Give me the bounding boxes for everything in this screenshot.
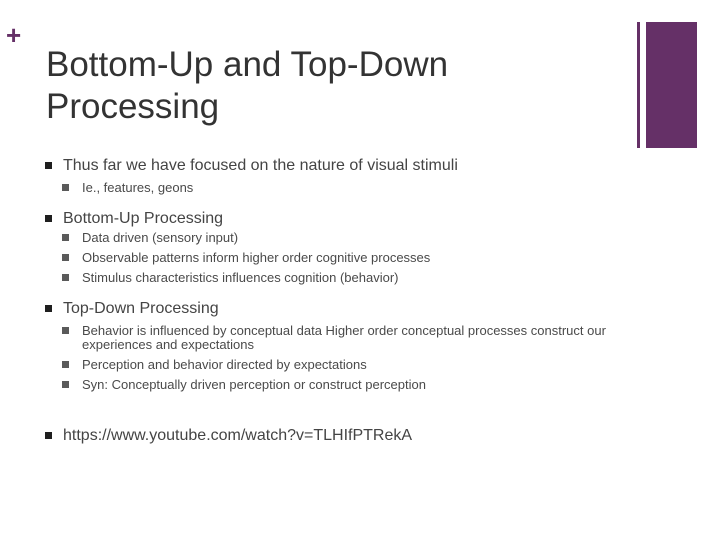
bullet-top-down: [43, 299, 623, 319]
bullet-bottom-up: [43, 209, 623, 229]
sub-bullet-text: Syn: Conceptually driven perception or construct perception: [82, 377, 426, 392]
bullet-text: Top-Down Processing: [63, 300, 219, 317]
square-bullet-icon: [45, 215, 52, 222]
square-bullet-icon: [62, 361, 69, 368]
sub-bullet: [43, 358, 623, 372]
square-bullet-icon: [62, 274, 69, 281]
square-bullet-icon: [62, 327, 69, 334]
accent-block: [646, 22, 697, 148]
square-bullet-icon: [45, 432, 52, 439]
bullet-video-link: [43, 426, 623, 446]
square-bullet-icon: [45, 162, 52, 169]
square-bullet-icon: [62, 234, 69, 241]
square-bullet-icon: [62, 254, 69, 261]
slide-title: Bottom-Up and Top-Down Processing: [46, 45, 449, 126]
slide-body: [43, 156, 623, 446]
plus-icon: +: [6, 20, 22, 50]
bullet-focus: [43, 156, 623, 176]
video-link-text[interactable]: https://www.youtube.com/watch?v=TLHIfPTRekA: [63, 427, 413, 444]
sub-bullet: [43, 378, 623, 392]
square-bullet-icon: [45, 305, 52, 312]
sub-bullet: [43, 231, 623, 245]
sub-bullet: [43, 251, 623, 265]
sub-bullet-text: Stimulus characteristics influences cognition (behavior): [82, 270, 399, 285]
square-bullet-icon: [62, 184, 69, 191]
bullet-text: Bottom-Up Processing: [63, 210, 224, 227]
square-bullet-icon: [62, 381, 69, 388]
sub-bullet: [43, 324, 623, 352]
bullet-text: Thus far we have focused on the nature of visual stimuli: [63, 157, 458, 174]
sub-bullet-text: Observable patterns inform higher order cognitive processes: [82, 250, 431, 265]
sub-bullet: [43, 271, 623, 285]
sub-bullet-text: Ie., features, geons: [82, 180, 194, 195]
sub-bullet-text: Behavior is influenced by conceptual data Higher order conceptual processes construct our experiences and expectations: [82, 323, 606, 352]
sub-bullet-text: Perception and behavior directed by expectations: [82, 357, 367, 372]
sub-bullet-text: Data driven (sensory input): [82, 230, 239, 245]
accent-line: [637, 22, 640, 148]
sub-bullet: [43, 181, 623, 195]
